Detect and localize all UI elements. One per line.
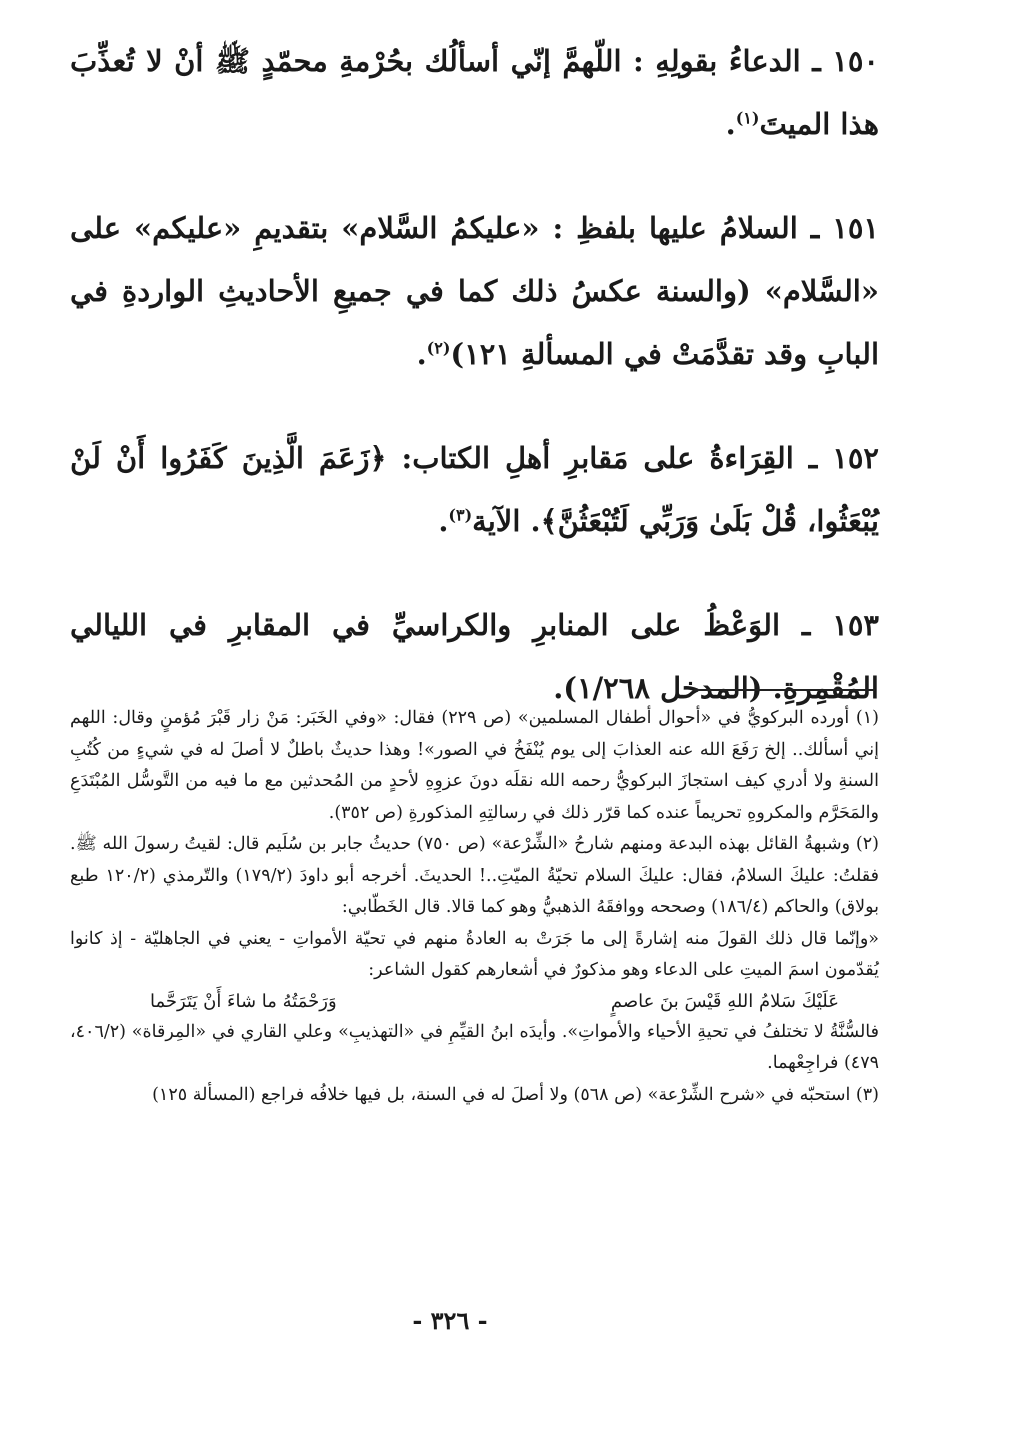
entry-number: ١٥١ — [832, 211, 879, 245]
verse-hemistich-left: وَرَحْمَتُهُ ما شاءَ أَنْ يَتَرَحَّما — [150, 990, 337, 1012]
entry-number: ١٥٣ — [832, 608, 879, 642]
entry-150: ١٥٠ ـ الدعاءُ بقولِهِ : اللّهمَّ إنّي أسألُك بحُرْمةِ محمّدٍ ﷺ أنْ لا تُعذِّبَ هذا الميتَ$^{(١)}$. — [70, 44, 879, 141]
entry-153: ١٥٣ ـ الوَعْظُ على المنابرِ والكراسيِّ في المقابرِ في الليالي المُقْمِرةِ. (المدخل ١/٢٦٨). — [70, 608, 879, 705]
footnote-2-continued: فالسُّنَّةُ لا تختلفُ في تحيةِ الأحياء والأمواتِ». وأيدَه ابنُ القيِّمِ في «التهذيبِ» وعلي القاري في «المِرقاة» (٤٠٦/٢، ٤٧٩) فراجِعْهما. — [70, 1021, 879, 1073]
footnote-ref: (٣) — [448, 505, 473, 525]
entry-text: السلامُ عليها بلفظِ : «عليكمُ السَّلام» بتقديمِ «عليكم» على «السَّلام» (والسنة عكسُ ذلك كما في جميعِ الأحاديثِ الواردةِ في البابِ وقد تقدَّمَتْ في المسألةِ ١٢١) — [70, 211, 879, 371]
footnote-ref: (٢) — [426, 338, 451, 358]
entry-151: ١٥١ ـ السلامُ عليها بلفظِ : «عليكمُ السَّلام» بتقديمِ «عليكم» على «السَّلام» (والسنة عكسُ ذلك كما في جميعِ الأحاديثِ الواردةِ في البابِ وقد تقدَّمَتْ في المسألةِ ١٢١)$^{(٢)}$. — [70, 211, 879, 371]
footnote-1: (١) أورده البركويُّ في «أحوال أطفال المسلمين» (ص ٢٢٩) فقال: «وفي الخَبَر: مَنْ زار قَبْرَ مُؤمنٍ وقال: اللهم إني أسألك.. إلخ رَفَعَ الله عنه العذابَ إلى يوم يُنْفَخُ في الصور»! وهذا حديثٌ باطلٌ لا أصلَ له في شيءٍ من كُتُبِ السنةِ ولا أدري كيف استجازَ البركويُّ رحمه الله نقلَه دونَ عزوِهِ لأحدٍ من المُحدثين مع ما فيه من التَّوسُّل المُبْتَدَعِ والمَحَرَّم والمكروهِ تحريماً عنده كما قرّر ذلك في رسالتِهِ المذكورةِ (ص ٣٥٢). — [70, 708, 879, 823]
entry-text: الدعاءُ بقولِهِ : اللّهمَّ إنّي أسألُك بحُرْمةِ محمّدٍ ﷺ أنْ لا تُعذِّبَ هذا الميتَ — [70, 44, 879, 141]
page-number: - ٣٢٦ - — [412, 1306, 488, 1335]
verse-hemistich-right: عَلَيْكَ سَلامُ اللهِ قَيْسَ بنَ عاصمٍ — [610, 990, 839, 1012]
entry-text: القِرَاءةُ على مَقابرِ أهلِ الكتاب: ﴿زَعَمَ الَّذِينَ كَفَرُوا أَنْ لَنْ يُبْعَثُوا، قُلْ بَلَىٰ وَرَبِّي لَتُبْعَثُنَّ﴾. الآية — [70, 441, 879, 538]
footnotes — [70, 703, 879, 1111]
entry-number: ١٥٢ — [832, 441, 879, 475]
entry-text: الوَعْظُ على المنابرِ والكراسيِّ في المقابرِ في الليالي المُقْمِرةِ. (المدخل ١/٢٦٨). — [70, 608, 879, 705]
footnote-2-quote: «وإنّما قال ذلك القولَ منه إشارةً إلى ما جَرَتْ به العادةُ منهم في تحيّة الأمواتِ - يعني في الجاهليّة - إذ كانوا يُقدّمون اسمَ الميتِ على الدعاء وهو مذكورٌ في أشعارهم كقول الشاعر: — [70, 928, 879, 980]
entry-152: ١٥٢ ـ القِرَاءةُ على مَقابرِ أهلِ الكتاب: ﴿زَعَمَ الَّذِينَ كَفَرُوا أَنْ لَنْ يُبْعَثُوا، قُلْ بَلَىٰ وَرَبِّي لَتُبْعَثُنَّ﴾. الآية$^{(٣)}$. — [70, 441, 879, 538]
footnote-separator — [694, 689, 875, 691]
footnote-2: (٢) وشبهةُ القائل بهذه البدعة ومنهم شارحُ «الشِّرْعة» (ص ٧٥٠) حديثُ جابر بن سُلَيم قال: لقيتُ رسولَ الله ﷺ. فقلتُ: عليكَ السلامُ، فقال: عليكَ السلام تحيّةُ الميّتِ..! الحديثَ. أخرجه أبو داودَ (١٧٩/٢) والتّرمذي (١٢٠/٢ طبع بولاق) والحاكم (١٨٦/٤) وصححه ووافقَهُ الذهبيُّ وهو كما قالا. قال الخَطّابي: — [70, 834, 879, 917]
footnote-ref: (١) — [735, 108, 760, 128]
footnote-3: (٣) استحبّه في «شرح الشِّرْعة» (ص ٥٦٨) ولا أصلَ له في السنة، بل فيها خلافُه فراجع (المسألة ١٢٥) — [152, 1084, 879, 1105]
main-text — [70, 30, 879, 761]
poem-verse — [70, 987, 879, 1017]
entry-number: ١٥٠ — [832, 44, 879, 78]
